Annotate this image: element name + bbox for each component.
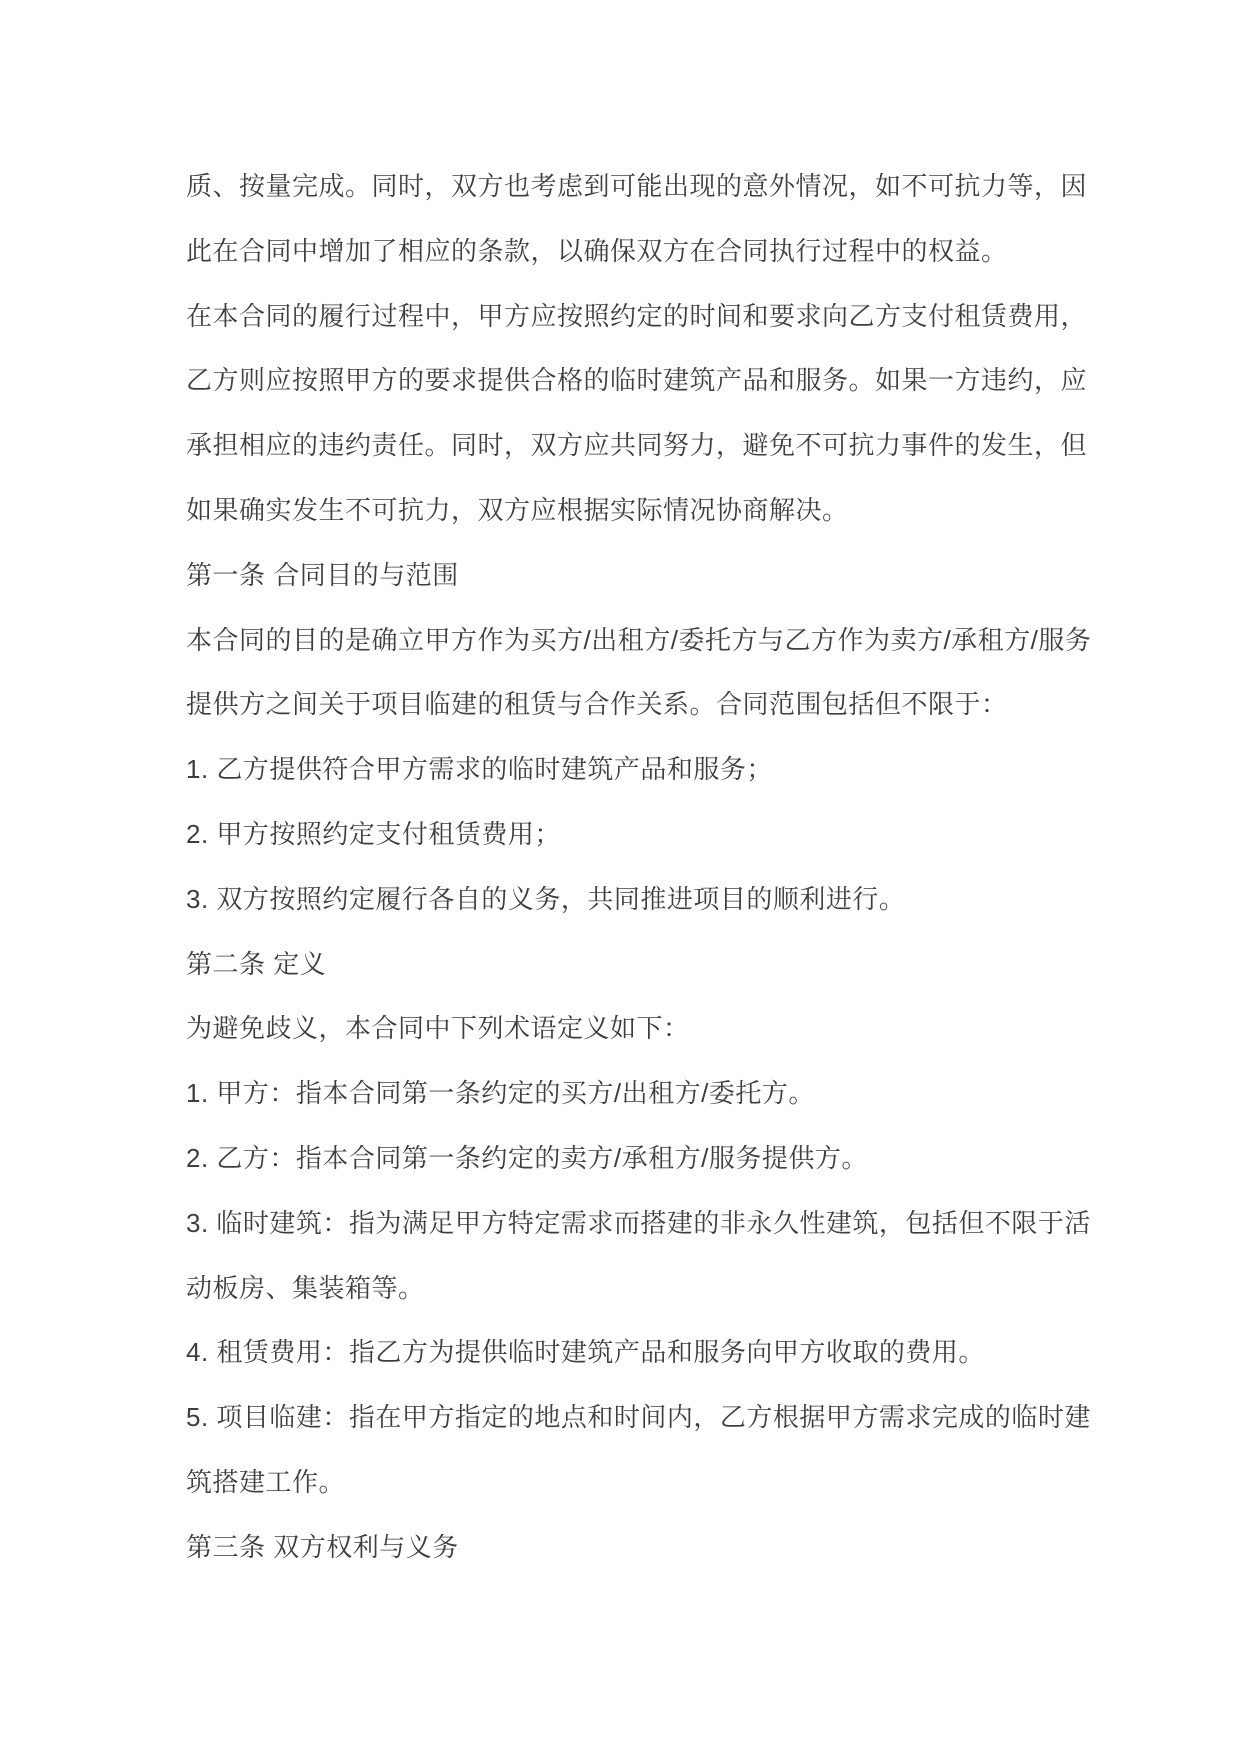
paragraph-line: 在本合同的履行过程中，甲方应按照约定的时间和要求向乙方支付租赁费用，: [186, 300, 1088, 331]
paragraph-line: 为避免歧义，本合同中下列术语定义如下：: [186, 1013, 690, 1044]
paragraph-line: 筑搭建工作。: [186, 1466, 346, 1497]
list-item: 2. 乙方：指本合同第一条约定的卖方/承租方/服务提供方。: [186, 1142, 868, 1173]
paragraph-line: 提供方之间关于项目临建的租赁与合作关系。合同范围包括但不限于：: [186, 689, 1008, 720]
list-item: 3. 双方按照约定履行各自的义务，共同推进项目的顺利进行。: [186, 883, 906, 914]
list-item: 1. 甲方：指本合同第一条约定的买方/出租方/委托方。: [186, 1078, 815, 1109]
paragraph-line: 如果确实发生不可抗力，双方应根据实际情况协商解决。: [186, 494, 849, 525]
paragraph-line: 质、按量完成。同时，双方也考虑到可能出现的意外情况，如不可抗力等，因: [186, 171, 1088, 201]
paragraph-line: 本合同的目的是确立甲方作为买方/出租方/委托方与乙方作为卖方/承租方/服务: [186, 624, 1092, 655]
list-item: 3. 临时建筑：指为满足甲方特定需求而搭建的非永久性建筑，包括但不限于活: [186, 1207, 1091, 1238]
list-item: 1. 乙方提供符合甲方需求的临时建筑产品和服务；: [186, 754, 773, 785]
paragraph-line: 动板房、集装箱等。: [186, 1272, 425, 1303]
section-heading: 第三条 双方权利与义务: [186, 1531, 459, 1562]
paragraph-line: 乙方则应按照甲方的要求提供合格的临时建筑产品和服务。如果一方违约，应: [186, 365, 1088, 396]
paragraph-line: 此在合同中增加了相应的条款，以确保双方在合同执行过程中的权益。: [186, 235, 1008, 266]
section-heading: 第二条 定义: [186, 948, 327, 979]
list-item: 2. 甲方按照约定支付租赁费用；: [186, 818, 561, 849]
list-item: 5. 项目临建：指在甲方指定的地点和时间内，乙方根据甲方需求完成的临时建: [186, 1402, 1091, 1433]
paragraph-line: 承担相应的违约责任。同时，双方应共同努力，避免不可抗力事件的发生，但: [186, 430, 1088, 461]
list-item: 4. 租赁费用：指乙方为提供临时建筑产品和服务向甲方收取的费用。: [186, 1337, 985, 1368]
section-heading: 第一条 合同目的与范围: [186, 559, 459, 590]
contract-text-block: [186, 154, 1092, 1580]
